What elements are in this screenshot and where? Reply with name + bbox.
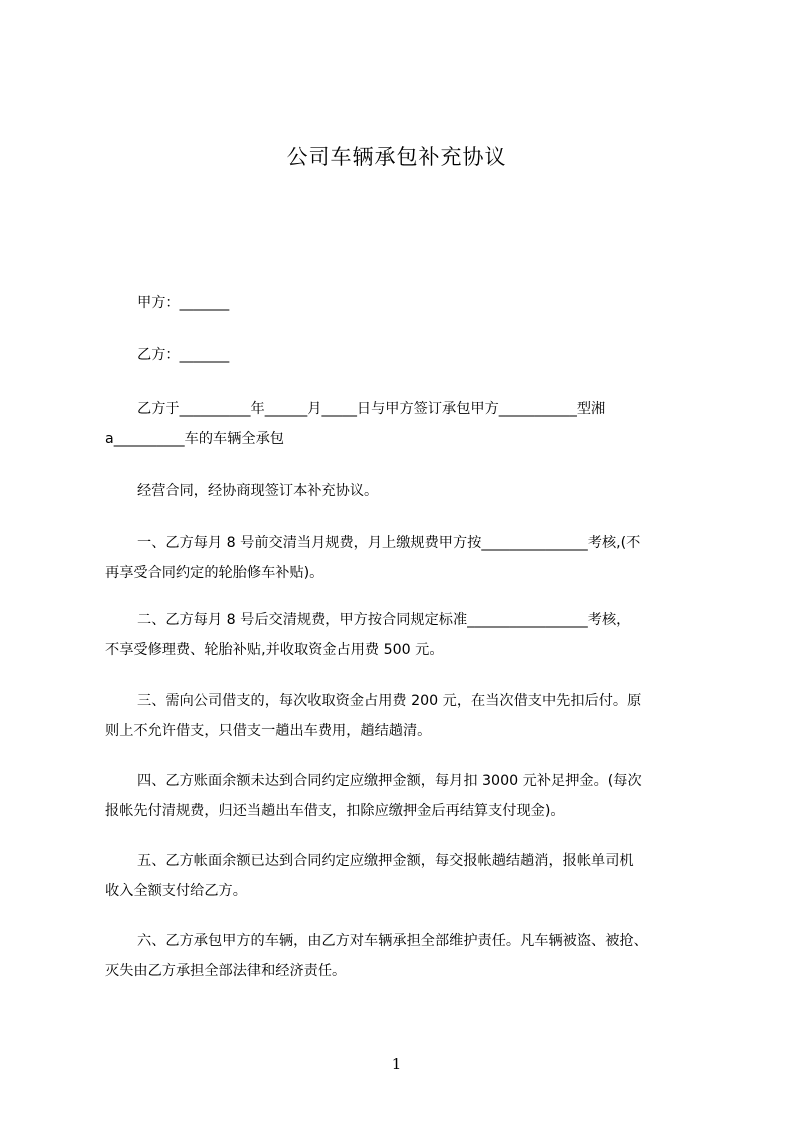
clause-3-line-1: 三、需向公司借支的，每次收取资金占用费 200 元，在当次借支中先扣后付。原 (137, 693, 642, 709)
intro-continuation (105, 476, 705, 506)
clause-6-line-1: 六、乙方承包甲方的车辆，由乙方对车辆承担全部维护责任。凡车辆被盗、被抢、 (137, 933, 648, 949)
clause-4 (105, 766, 705, 826)
clause-2-line-1: 二、乙方每月 8 号后交清规费，甲方按合同规定标准_________________考核， (137, 612, 631, 628)
clause-5-line-1: 五、乙方帐面余额已达到合同约定应缴押金额，每交报帐趟结趟消，报帐单司机 (137, 853, 634, 869)
clause-4-line-1: 四、乙方账面余额未达到合同约定应缴押金额，每月扣 3000 元补足押金。(每次 (137, 773, 642, 789)
clause-2-line-2: 不享受修理费、轮胎补贴,并收取资金占用费 500 元。 (105, 642, 444, 658)
party-b-text: 乙方：_______ (137, 347, 230, 363)
clause-5 (105, 846, 705, 906)
intro-continuation-text: 经营合同，经协商现签订本补充协议。 (137, 483, 379, 499)
clause-1-line-1: 一、乙方每月 8 号前交清当月规费，月上缴规费甲方按_______________考核,(不 (137, 535, 641, 551)
party-a-text: 甲方：_______ (137, 295, 230, 311)
clause-5-line-2: 收入全额支付给乙方。 (105, 883, 247, 899)
party-b-line (105, 340, 705, 370)
intro-line-2: a__________车的车辆全承包 (105, 431, 284, 447)
clause-3-line-2: 则上不允许借支，只借支一趟出车费用，趟结趟清。 (105, 723, 432, 739)
clause-2 (105, 605, 705, 665)
document-title: 公司车辆承包补充协议 (286, 145, 507, 169)
intro-line-1: 乙方于__________年______月_____日与甲方签订承包甲方___________型湘 (137, 401, 606, 417)
clause-6 (105, 926, 705, 986)
clause-4-line-2: 报帐先付清规费，归还当趟出车借支，扣除应缴押金后再结算支付现金)。 (105, 803, 565, 819)
page-number: 1 (391, 1055, 402, 1073)
clause-3 (105, 686, 705, 746)
clause-6-line-2: 灭失由乙方承担全部法律和经济责任。 (105, 963, 347, 979)
intro-paragraph (105, 394, 705, 454)
clause-1 (105, 528, 705, 588)
clause-1-line-2: 再享受合同约定的轮胎修车补贴)。 (105, 565, 324, 581)
party-a-line (105, 288, 705, 318)
